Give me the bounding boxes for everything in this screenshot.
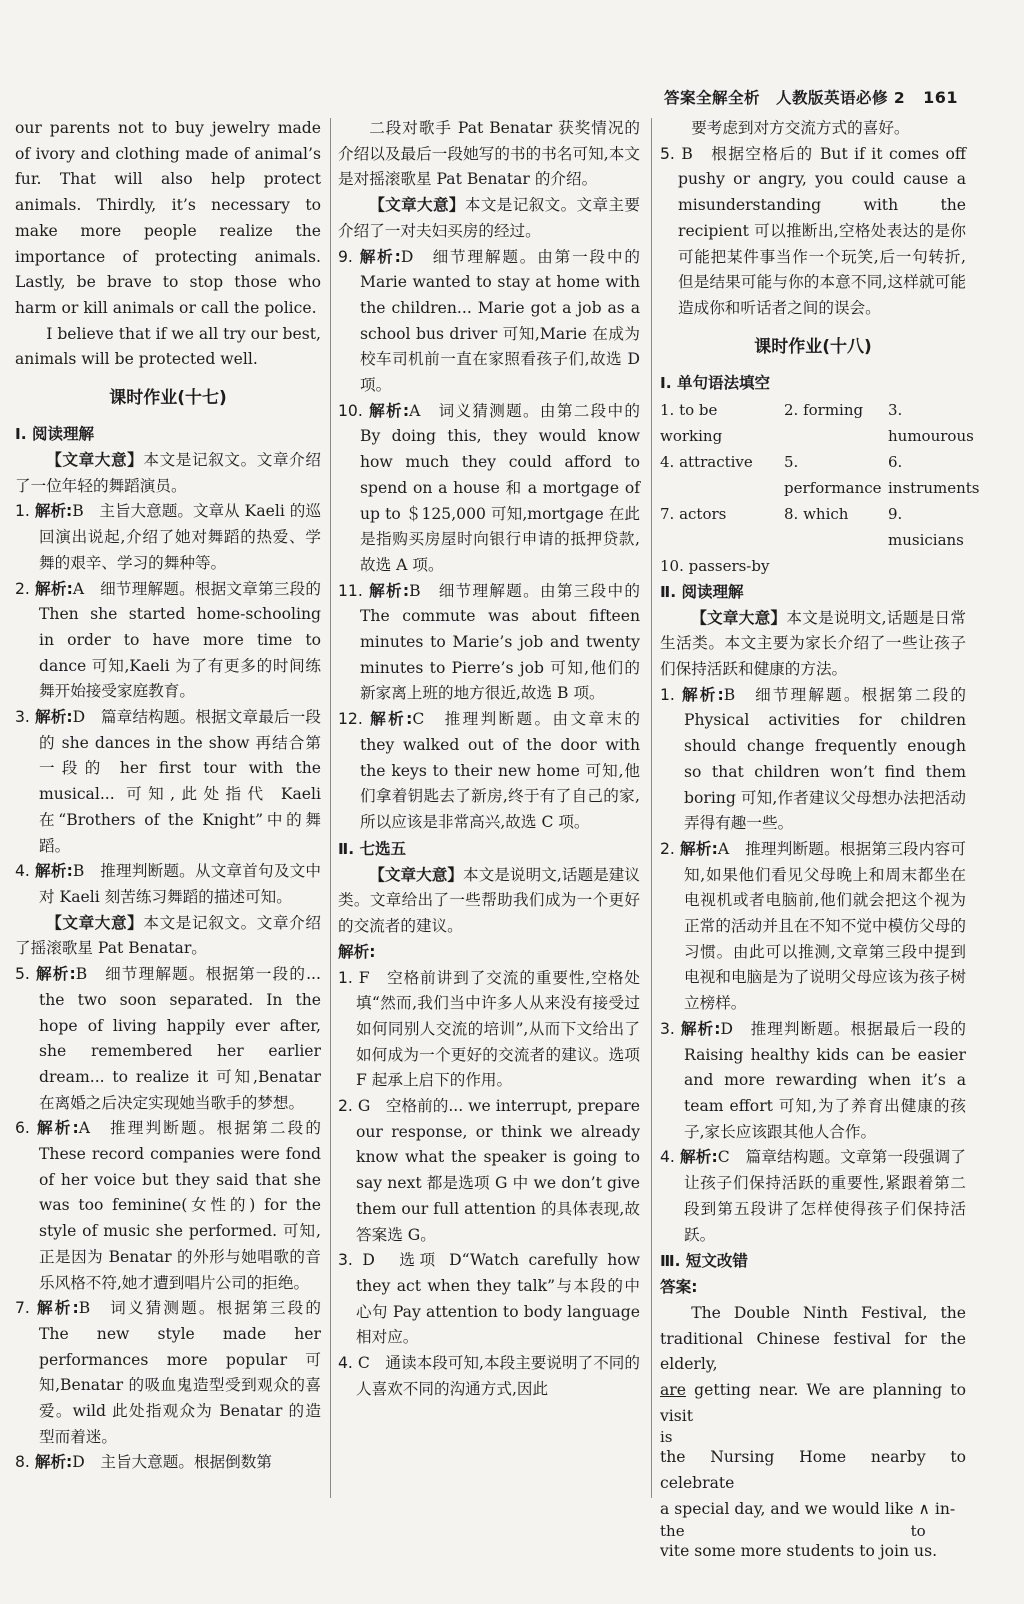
answer-item [338, 966, 640, 1095]
item-number: 4. [338, 1354, 353, 1373]
answer-item [660, 142, 966, 322]
item-text: D 主旨大意题。根据倒数第 [72, 1453, 272, 1472]
item-number: 3. [660, 1019, 675, 1038]
answer-item [338, 1248, 640, 1351]
summary-2 [15, 911, 321, 962]
item-number: 7. [15, 1299, 30, 1318]
item-text: B 细节理解题。根据第一段的... the two soon separated. In the hope of living happily ever after, she remembered her earlier dream... to realize it 可知,Benatar 在离婚之后决定实现她当歌手的梦想。 [39, 965, 321, 1112]
item-text: D 推理判断题。根据最后一段的 Raising healthy kids can be easier and more rewarding when it’s a team effort 可知,为了养育出健康的孩子,家长应该跟其他人合作。 [684, 1019, 966, 1141]
item-number: 1. [660, 685, 675, 704]
item-text: B 词义猜测题。根据第三段的 The new style made her performances more popular 可知,Benatar 的吸血鬼造型受到观众的喜爱。wild 此处指观众为 Benatar 的造型而着迷。 [39, 1299, 321, 1446]
column-1 [15, 116, 321, 1476]
answer-item [15, 1296, 321, 1450]
item-text: C 推理判断题。由文章末的 they walked out of the door with the keys to their new home 可知,他们拿着钥匙去了新房,终于有了自己的家,所以应该是非常高兴,故选 C 项。 [360, 710, 640, 831]
item-text: B 细节理解题。由第三段中的 The commute was about fifteen minutes to Marie’s job and twenty minutes to Pierre’s job 可知,他们的新家离上班的地方很近,故选 B 项。 [360, 581, 640, 703]
answer-item [660, 1017, 966, 1146]
page-number: 161 [923, 88, 958, 107]
summary-1 [15, 448, 321, 499]
summary-4 [338, 863, 640, 940]
section-title-17: 课时作业(十七) [109, 388, 227, 409]
essay-line: the Nursing Home nearby to celebrate [660, 1448, 966, 1493]
item-label: 解析: [680, 839, 718, 858]
answer-item [15, 1450, 321, 1476]
sub-heading-correction: Ⅲ. 短文改错 [660, 1252, 748, 1271]
sub-heading-seven-five: Ⅱ. 七选五 [338, 839, 406, 858]
item-label: 解析: [369, 401, 410, 420]
item-label: 解析: [682, 685, 724, 704]
analysis-label: 解析: [338, 942, 376, 961]
fill-answer: 5. performance [784, 452, 882, 497]
summary-label: 【文章大意】 [46, 913, 144, 932]
item-number: 1. [338, 968, 353, 987]
summary-5 [660, 606, 966, 683]
error-word: are [660, 1381, 686, 1400]
item-text: D 选项 D“Watch carefully how they act when they talk”与本段的中心句 Pay attention to body language 相对应。 [356, 1251, 640, 1347]
item-number: 1. [15, 502, 30, 521]
item-number: 6. [15, 1119, 30, 1138]
column-divider-1 [330, 118, 331, 1498]
item-text: A 推理判断题。根据第二段的 These record companies were fond of her voice but they said that she was too feminine(女性的) for the style of music she performed. 可知,正是因为 Benatar 的外形与她唱歌的音乐风格不符,她才遭到唱片公司的拒绝。 [39, 1119, 321, 1292]
item-text: D 篇章结构题。根据文章最后一段的 she dances in the show 再结合第一段的 her first tour with the musical... 可知,此处指代 Kaeli 在“Brothers of the Knight”中的舞蹈。 [39, 708, 321, 855]
item-label: 解析: [34, 502, 73, 521]
answer-item [660, 837, 966, 1017]
answer-item [15, 1116, 321, 1296]
fill-answer: 8. which [784, 504, 849, 523]
summary-text: 本文是说明文,话题是日常生活类。本文主要为家长介绍了一些让孩子们保持活跃和健康的方法。 [660, 608, 966, 679]
fill-answer: 2. forming [784, 400, 864, 419]
item-number: 4. [660, 1148, 675, 1167]
answer-item [338, 1351, 640, 1402]
answer-label: 答案: [660, 1278, 698, 1297]
item-number: 10. [338, 401, 363, 420]
item-number: 5. [15, 965, 30, 984]
item-text: B 推理判断题。从文章首句及文中对 Kaeli 刻苦练习舞蹈的描述可知。 [39, 862, 321, 906]
essay-text: getting near. We are planning to visit [660, 1381, 966, 1425]
section-title-18: 课时作业(十八) [754, 336, 872, 357]
item-label: 解析: [359, 247, 401, 266]
item-text: G 空格前的... we interrupt, prepare our response, or think we already know what the speaker is going to say next 都是选项 G 中 we don’t give them our full attention 的具体表现,故答案选 G。 [356, 1097, 640, 1244]
item-number: 8. [15, 1453, 30, 1472]
answer-item [15, 859, 321, 910]
item-label: 解析: [36, 965, 76, 984]
item-number: 5. [660, 144, 675, 163]
answer-item [338, 1094, 640, 1248]
summary-label: 【文章大意】 [369, 865, 464, 884]
fill-answers [660, 397, 980, 579]
item-text: B 主旨大意题。文章从 Kaeli 的巡回演出说起,介绍了她对舞蹈的热爱、学舞的艰辛、学习的舞种等。 [39, 502, 321, 572]
summary-text: 本文是记叙文。文章主要介绍了一对夫妇买房的经过。 [338, 196, 640, 240]
item-number: 3. [15, 708, 30, 727]
summary-label: 【文章大意】 [369, 196, 465, 215]
fill-answer: 7. actors [660, 504, 727, 523]
essay-line [660, 1378, 966, 1429]
summary-text: 本文是说明文,话题是建议类。文章给出了一些帮助我们成为一个更好的交流者的建议。 [338, 865, 640, 936]
summary-text: 本文是记叙文。文章介绍了一位年轻的舞蹈演员。 [15, 451, 321, 495]
sub-heading-reading: Ⅱ. 阅读理解 [660, 582, 744, 601]
essay-line: vite some more students to join us. [660, 1541, 938, 1560]
fill-answer: 9. musicians [888, 504, 964, 549]
summary-label: 【文章大意】 [691, 608, 787, 627]
fill-answer: 4. attractive [660, 452, 753, 471]
answer-item [338, 579, 640, 708]
essay-text: in- [934, 1499, 956, 1518]
correction-essay [660, 1301, 966, 1564]
fill-answer: 1. to be working [660, 400, 723, 445]
item-label: 解析: [34, 708, 73, 727]
answer-item [15, 499, 321, 576]
item-text: B 根据空格后的 But if it comes off pushy or angry, you could cause a misunderstanding with the recipient 可以推断出,空格处表达的是你可能把某件事当作一个玩笑,后一句转折,但是结果可能与你的本意不同,这样就可能造成你和听话者之间的误会。 [678, 144, 966, 317]
item-number: 11. [338, 581, 363, 600]
answer-item [15, 962, 321, 1116]
item-text: F 空格前讲到了交流的重要性,空格处填“然而,我们当中许多人从来没有接受过如何同别人交流的培训”,从而下文给出了如何成为一个更好的交流者的建议。选项 F 起承上启下的作用。 [356, 968, 640, 1090]
item-number: 9. [338, 247, 353, 266]
column-2 [338, 116, 640, 1402]
column-3 [660, 116, 980, 1564]
item-text: D 细节理解题。由第一段中的 Marie wanted to stay at home with the children... Marie got a job as a school bus driver 可知,Marie 在成为校车司机前一直在家照看孩子们,故选 D 项。 [360, 247, 640, 395]
correction-word: the [660, 1521, 685, 1540]
header-title: 答案全解全析 人教版英语必修 2 [664, 89, 906, 107]
continued-text: 二段对歌手 Pat Benatar 获奖情况的介绍以及最后一段她写的书的书名可知,本文是对摇滚歌星 Pat Benatar 的介绍。 [338, 119, 640, 189]
item-number: 12. [338, 710, 363, 729]
answer-item [15, 577, 321, 706]
item-label: 解析: [35, 862, 73, 881]
item-number: 2. [338, 1097, 353, 1116]
essay-text: a special day, and we would like [660, 1499, 914, 1518]
fill-answer: 3. humourous [888, 400, 974, 445]
summary-3 [338, 193, 640, 244]
essay-line: The Double Ninth Festival, the traditional Chinese festival for the elderly, [660, 1303, 966, 1374]
item-text: A 细节理解题。根据文章第三段的 Then she started home-schooling in order to have more time to dance 可知,Kaeli 为了有更多的时间练舞开始接受家庭教育。 [39, 579, 321, 701]
correction-note [660, 1523, 966, 1539]
correction-note: is [660, 1428, 673, 1447]
answer-item [338, 399, 640, 579]
item-label: 解析: [680, 1019, 721, 1038]
item-text: A 词义猜测题。由第二段中的 By doing this, they would know how much they could afford to spend on a house 和 a mortgage of up to ＄125,000 可知,mortgage 在此是指购买房屋时向银行申请的抵押贷款,故选 A 项。 [360, 401, 640, 574]
summary-label: 【文章大意】 [46, 451, 144, 470]
continued-text: 要考虑到对方交流方式的喜好。 [691, 119, 910, 137]
answer-item [338, 707, 640, 836]
item-number: 4. [15, 862, 30, 881]
answer-item [660, 683, 966, 837]
fill-answer: 10. passers-by [660, 556, 770, 575]
answer-item [338, 245, 640, 399]
essay-paragraph: I believe that if we all try our best, animals will be protected well. [15, 324, 321, 369]
item-label: 解析: [34, 1453, 73, 1472]
item-label: 解析: [37, 1119, 79, 1138]
page-header [664, 86, 958, 108]
item-text: C 篇章结构题。文章第一段强调了让孩子们保持活跃的重要性,紧跟着第二段到第五段讲了怎样使得孩子们保持活跃。 [684, 1148, 966, 1244]
essay-paragraph: our parents not to buy jewelry made of ivory and clothing made of animal’s fur. That will also help protect animals. Thirdly, it’s necessary to make more people realize the importance of protecting animals. Lastly, be brave to stop those who harm or kill animals or call the police. [15, 119, 321, 317]
insert-caret: ∧ [918, 1499, 930, 1518]
answer-item [660, 1145, 966, 1248]
item-number: 2. [660, 839, 675, 858]
item-label: 解析: [37, 1299, 79, 1318]
correction-word: to [910, 1521, 926, 1540]
item-text: B 细节理解题。根据第二段的 Physical activities for children should change frequently enough so that children won’t find them boring 可知,作者建议父母想办法把活动弄得有趣一些。 [684, 685, 966, 833]
item-label: 解析: [369, 581, 410, 600]
item-number: 2. [15, 579, 30, 598]
item-text: C 通读本段可知,本段主要说明了不同的人喜欢不同的沟通方式,因此 [356, 1354, 640, 1398]
sub-heading-reading: Ⅰ. 阅读理解 [15, 425, 95, 444]
summary-text: 本文是记叙文。文章介绍了摇滚歌星 Pat Benatar。 [15, 913, 321, 958]
essay-line [660, 1497, 966, 1523]
item-number: 3. [338, 1251, 353, 1270]
item-label: 解析: [35, 579, 73, 598]
column-divider-2 [651, 118, 652, 1498]
item-text: A 推理判断题。根据第三段内容可知,如果他们看见父母晚上和周末都坐在电视机或者电脑前,他们就会把这个视为正常的活动并且在不知不觉中模仿父母的习惯。由此可以推测,文章第三段中提到电视和电脑是为了说明父母应该为孩子树立榜样。 [684, 839, 966, 1013]
fill-answer: 6. instruments [888, 452, 980, 497]
item-label: 解析: [370, 710, 413, 729]
answer-item [15, 705, 321, 859]
item-label: 解析: [680, 1148, 718, 1167]
sub-heading-grammar: Ⅰ. 单句语法填空 [660, 373, 771, 392]
